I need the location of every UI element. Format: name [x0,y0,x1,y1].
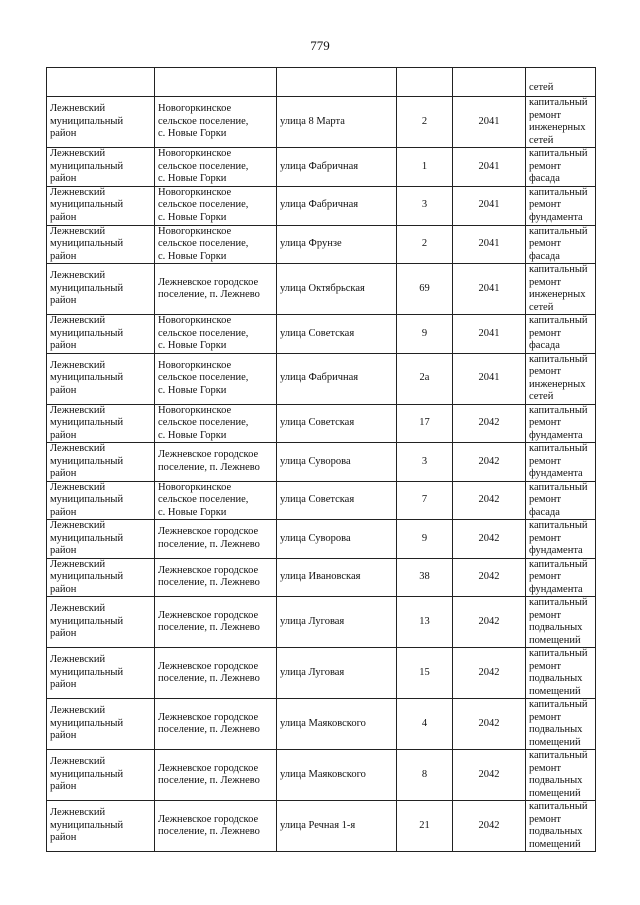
street-text: улица Фрунзе [280,238,342,249]
settlement-cell [155,750,277,801]
house-text: 1 [421,160,428,172]
work-cell [526,264,596,315]
house-text: 4 [421,717,428,729]
house-cell [397,597,453,648]
table-row [47,404,596,443]
house-text: 9 [421,532,428,544]
work-text: капитальный ремонт инженерных сетей [529,264,588,313]
settlement-cell [155,225,277,264]
work-cell [526,750,596,801]
district-text: Лежневский муниципальный район [50,603,124,640]
district-text: Лежневский муниципальный район [50,103,124,140]
house-text: 2 [421,115,428,127]
settlement-text: Лежневское городское поселение, п. Лежнево [158,813,260,837]
work-cell [526,97,596,148]
work-text: капитальный ремонт фасада [529,148,588,184]
year-text: 2041 [478,199,500,211]
work-text: капитальный ремонт фасада [529,481,588,518]
settlement-text: Новогоркинское сельское поселение, с. Новые Горки [158,481,249,518]
year-text: 2042 [478,666,500,678]
house-cell [397,264,453,315]
table-row [47,699,596,750]
district-cell [47,699,155,750]
year-text: 2041 [478,160,500,172]
settlement-text: Лежневское городское поселение, п. Лежнево [158,711,260,735]
settlement-cell [155,443,277,482]
work-cell [526,481,596,520]
district-cell [47,68,155,97]
district-text: Лежневский муниципальный район [50,756,124,793]
table-row [47,264,596,315]
work-cell [526,699,596,750]
year-cell [453,97,526,148]
house-text: 15 [419,666,430,678]
work-cell [526,648,596,699]
work-text: капитальный ремонт инженерных сетей [529,353,588,402]
work-cell [526,597,596,648]
table-row [47,148,596,187]
street-cell [277,648,397,699]
table-row [47,750,596,801]
work-cell [526,558,596,597]
work-text: капитальный ремонт подвальных помещений [529,597,588,646]
continuation-row [47,68,596,97]
street-cell [277,520,397,559]
table-row [47,97,596,148]
table-body [47,68,596,852]
repair-schedule-table [46,67,596,852]
work-cell [526,315,596,354]
work-text: капитальный ремонт фундамента [529,558,588,595]
settlement-text: Новогоркинское сельское поселение, с. Новые Горки [158,103,249,140]
year-cell [453,558,526,597]
year-text: 2042 [478,819,500,831]
year-text: 2042 [478,768,500,780]
settlement-text: Новогоркинское сельское поселение, с. Новые Горки [158,186,249,223]
house-text: 38 [419,571,430,582]
street-cell [277,97,397,148]
settlement-cell [155,558,277,597]
settlement-text: Лежневское городское поселение, п. Лежнево [158,762,260,786]
street-text: улица Маяковского [280,717,366,729]
street-cell [277,186,397,225]
street-text: улица Октябрьская [280,282,365,294]
year-cell [453,148,526,187]
house-cell [397,801,453,852]
settlement-cell [155,315,277,354]
settlement-text: Новогоркинское сельское поселение, с. Новые Горки [158,359,249,396]
table-row [47,481,596,520]
year-text: 2042 [478,571,500,582]
year-text: 2041 [478,372,500,384]
street-cell [277,558,397,597]
year-cell [453,264,526,315]
work-cell [526,353,596,404]
year-cell [453,225,526,264]
house-text: 17 [419,417,430,428]
district-text: Лежневский муниципальный район [50,225,124,262]
district-cell [47,481,155,520]
settlement-cell [155,520,277,559]
year-cell [453,186,526,225]
district-cell [47,597,155,648]
street-cell [277,148,397,187]
year-text: 2042 [478,717,500,729]
table-row [47,597,596,648]
settlement-cell [155,148,277,187]
house-cell [397,558,453,597]
house-text: 8 [421,768,428,780]
house-text: 7 [421,494,428,505]
page-number: 779 [310,38,330,53]
district-text: Лежневский муниципальный район [50,404,124,441]
settlement-text: Новогоркинское сельское поселение, с. Новые Горки [158,148,249,184]
house-cell [397,353,453,404]
year-text: 2042 [478,455,500,467]
settlement-text: Лежневское городское поселение, п. Лежнево [158,660,260,684]
work-text: капитальный ремонт подвальных помещений [529,801,588,850]
district-cell [47,353,155,404]
work-cell [526,68,596,97]
street-text: улица Ивановская [280,571,361,582]
district-cell [47,186,155,225]
table-row [47,648,596,699]
house-cell [397,481,453,520]
work-text: сетей [529,81,554,93]
year-cell [453,404,526,443]
district-text: Лежневский муниципальный район [50,270,124,307]
district-text: Лежневский муниципальный район [50,807,124,844]
year-text: 2041 [478,238,500,249]
settlement-cell [155,481,277,520]
year-text: 2041 [478,327,500,339]
district-cell [47,225,155,264]
settlement-cell [155,404,277,443]
street-text: улица Фабричная [280,372,359,384]
street-text: улица 8 Марта [280,115,345,127]
street-cell [277,315,397,354]
year-text: 2042 [478,417,500,428]
house-cell [397,315,453,354]
work-text: капитальный ремонт фундамента [529,520,588,556]
house-cell [397,97,453,148]
street-cell [277,264,397,315]
house-text: 21 [419,819,430,831]
year-cell [453,481,526,520]
settlement-text: Новогоркинское сельское поселение, с. Новые Горки [158,404,249,441]
work-cell [526,148,596,187]
table-row [47,520,596,559]
street-text: улица Советская [280,494,355,505]
street-text: улица Маяковского [280,768,366,780]
street-cell [277,750,397,801]
settlement-cell [155,648,277,699]
work-text: капитальный ремонт фасада [529,225,588,262]
house-text: 3 [421,455,428,467]
table-row [47,558,596,597]
district-cell [47,315,155,354]
house-text: 13 [419,615,430,627]
settlement-text: Новогоркинское сельское поселение, с. Новые Горки [158,315,249,351]
district-text: Лежневский муниципальный район [50,558,124,595]
work-text: капитальный ремонт фундамента [529,443,588,479]
house-text: 2а [419,372,430,384]
house-cell [397,699,453,750]
street-cell [277,443,397,482]
work-text: капитальный ремонт фундамента [529,404,588,441]
district-cell [47,148,155,187]
district-cell [47,648,155,699]
table-row [47,225,596,264]
district-cell [47,520,155,559]
street-cell [277,699,397,750]
table-row [47,186,596,225]
street-text: улица Луговая [280,615,345,627]
street-cell [277,801,397,852]
work-cell [526,443,596,482]
settlement-cell [155,186,277,225]
street-cell [277,225,397,264]
street-text: улица Луговая [280,666,345,678]
house-text: 9 [421,327,428,339]
settlement-cell [155,264,277,315]
year-cell [453,699,526,750]
district-text: Лежневский муниципальный район [50,186,124,223]
district-cell [47,558,155,597]
street-cell [277,353,397,404]
district-cell [47,404,155,443]
settlement-cell [155,353,277,404]
table-row [47,353,596,404]
year-cell [453,750,526,801]
house-cell [397,148,453,187]
work-text: капитальный ремонт подвальных помещений [529,699,588,748]
year-text: 2041 [478,115,500,127]
house-cell [397,750,453,801]
year-cell [453,520,526,559]
year-cell [453,648,526,699]
settlement-text: Лежневское городское поселение, п. Лежнево [158,609,260,633]
street-text: улица Советская [280,417,355,428]
table-row [47,801,596,852]
house-cell [397,443,453,482]
street-text: улица Фабричная [280,199,359,211]
house-cell [397,186,453,225]
settlement-text: Лежневское городское поселение, п. Лежнево [158,449,260,473]
district-cell [47,750,155,801]
work-text: капитальный ремонт инженерных сетей [529,97,588,146]
settlement-text: Лежневское городское поселение, п. Лежнево [158,276,260,300]
work-cell [526,186,596,225]
settlement-cell [155,597,277,648]
street-cell [277,481,397,520]
work-cell [526,520,596,559]
settlement-text: Лежневское городское поселение, п. Лежнево [158,564,260,589]
house-cell [397,68,453,97]
year-cell [453,801,526,852]
year-text: 2042 [478,494,500,505]
street-text: улица Суворова [280,455,351,467]
house-cell [397,648,453,699]
house-text: 2 [421,238,428,249]
street-text: улица Советская [280,327,355,339]
work-text: капитальный ремонт фасада [529,315,588,351]
year-text: 2042 [478,615,500,627]
street-text: улица Суворова [280,532,351,544]
district-text: Лежневский муниципальный район [50,520,124,556]
table-row [47,443,596,482]
district-text: Лежневский муниципальный район [50,705,124,742]
street-text: улица Речная 1-я [280,819,356,831]
house-cell [397,225,453,264]
district-text: Лежневский муниципальный район [50,315,124,351]
district-cell [47,443,155,482]
house-text: 69 [419,282,430,294]
district-cell [47,801,155,852]
district-text: Лежневский муниципальный район [50,148,124,184]
year-cell [453,597,526,648]
house-text: 3 [421,199,428,211]
street-text: улица Фабричная [280,160,359,172]
year-cell [453,68,526,97]
settlement-text: Лежневское городское поселение, п. Лежнево [158,526,260,550]
house-cell [397,520,453,559]
district-text: Лежневский муниципальный район [50,443,124,479]
settlement-cell [155,699,277,750]
street-cell [277,597,397,648]
year-text: 2041 [478,282,500,294]
district-cell [47,264,155,315]
district-text: Лежневский муниципальный район [50,654,124,691]
work-cell [526,801,596,852]
work-cell [526,404,596,443]
street-cell [277,68,397,97]
work-cell [526,225,596,264]
house-cell [397,404,453,443]
year-cell [453,443,526,482]
work-text: капитальный ремонт фундамента [529,186,588,223]
street-cell [277,404,397,443]
district-text: Лежневский муниципальный район [50,481,124,518]
district-cell [47,97,155,148]
settlement-cell [155,68,277,97]
table-row [47,315,596,354]
year-cell [453,353,526,404]
settlement-cell [155,97,277,148]
work-text: капитальный ремонт подвальных помещений [529,750,588,799]
settlement-cell [155,801,277,852]
year-cell [453,315,526,354]
settlement-text: Новогоркинское сельское поселение, с. Новые Горки [158,225,249,262]
district-text: Лежневский муниципальный район [50,359,124,396]
year-text: 2042 [478,532,500,544]
work-text: капитальный ремонт подвальных помещений [529,648,588,697]
